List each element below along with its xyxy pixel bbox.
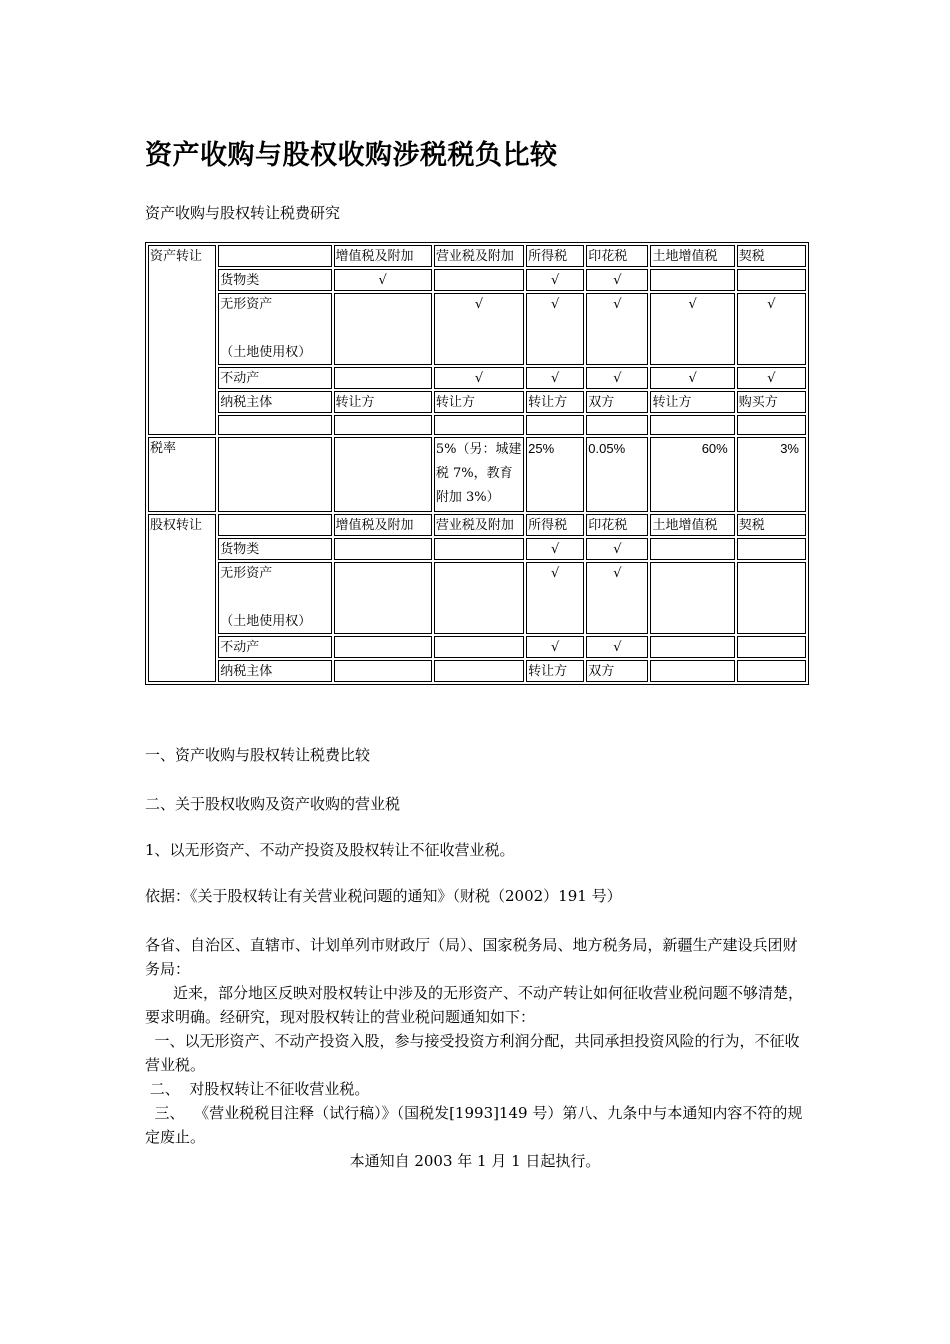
check-mark: √ bbox=[586, 636, 648, 658]
section-label-rate: 税率 bbox=[148, 437, 216, 512]
check-mark: √ bbox=[526, 367, 584, 389]
table-cell bbox=[218, 245, 331, 267]
table-cell bbox=[737, 269, 806, 291]
table-cell bbox=[434, 636, 524, 658]
table-cell bbox=[334, 636, 432, 658]
table-cell bbox=[434, 562, 524, 634]
notice-item-1: 一、以无形资产、不动产投资入股，参与接受投资方利润分配，共同承担投资风险的行为，不征收营业税。 bbox=[145, 1032, 800, 1074]
table-cell bbox=[737, 636, 806, 658]
table-row bbox=[148, 636, 806, 658]
header-vat: 增值税及附加 bbox=[334, 514, 432, 536]
check-mark: √ bbox=[650, 293, 734, 365]
header-business-tax: 营业税及附加 bbox=[434, 514, 524, 536]
row-label-intangible bbox=[218, 562, 331, 634]
check-mark: √ bbox=[434, 367, 524, 389]
table-cell bbox=[650, 562, 734, 634]
header-income-tax: 所得税 bbox=[526, 514, 584, 536]
table-cell bbox=[218, 437, 331, 512]
table-cell bbox=[737, 562, 806, 634]
rate-business-tax: 5%（另：城建税 7%，教育附加 3%） bbox=[434, 437, 524, 512]
check-mark: √ bbox=[586, 562, 648, 634]
table-cell bbox=[586, 415, 648, 435]
table-cell bbox=[434, 660, 524, 682]
table-cell bbox=[434, 415, 524, 435]
table-cell bbox=[218, 415, 331, 435]
header-stamp-tax: 印花税 bbox=[586, 514, 648, 536]
table-cell bbox=[334, 538, 432, 560]
row-label-realestate: 不动产 bbox=[218, 367, 331, 389]
row-label-taxpayer: 纳税主体 bbox=[218, 660, 331, 682]
notice-body bbox=[145, 933, 805, 1173]
table-row bbox=[148, 293, 806, 365]
header-business-tax: 营业税及附加 bbox=[434, 245, 524, 267]
check-mark: √ bbox=[586, 367, 648, 389]
check-mark: √ bbox=[586, 538, 648, 560]
table-row bbox=[148, 514, 806, 536]
section-heading-2: 二、关于股权收购及资产收购的营业税 bbox=[145, 795, 401, 813]
table-row bbox=[148, 367, 806, 389]
taxpayer-value: 购买方 bbox=[737, 391, 806, 413]
notice-item-3: 三、 《营业税税目注释（试行稿）》（国税发[1993]149 号）第八、九条中与本通知内容不符的规定废止。 bbox=[145, 1104, 803, 1146]
section-heading-1: 一、资产收购与股权转让税费比较 bbox=[145, 746, 371, 764]
check-mark: √ bbox=[586, 293, 648, 365]
table-cell bbox=[334, 367, 432, 389]
table-cell bbox=[650, 415, 734, 435]
table-row bbox=[148, 269, 806, 291]
table-row bbox=[148, 415, 806, 435]
table-row bbox=[148, 660, 806, 682]
section-label-equity: 股权转让 bbox=[148, 514, 216, 682]
taxpayer-value: 转让方 bbox=[526, 660, 584, 682]
table-cell bbox=[334, 415, 432, 435]
check-mark: √ bbox=[737, 367, 806, 389]
table-cell bbox=[334, 562, 432, 634]
table-row bbox=[148, 538, 806, 560]
table-cell bbox=[334, 437, 432, 512]
table-row bbox=[148, 391, 806, 413]
check-mark: √ bbox=[650, 367, 734, 389]
check-mark: √ bbox=[526, 538, 584, 560]
header-income-tax: 所得税 bbox=[526, 245, 584, 267]
taxpayer-value: 转让方 bbox=[526, 391, 584, 413]
table-cell bbox=[434, 269, 524, 291]
rate-stamp-tax: 0.05% bbox=[586, 437, 648, 512]
table-cell bbox=[650, 660, 734, 682]
row-label-goods: 货物类 bbox=[218, 538, 331, 560]
row-label-realestate: 不动产 bbox=[218, 636, 331, 658]
notice-item-2: 二、 对股权转让不征收营业税。 bbox=[145, 1080, 370, 1098]
check-mark: √ bbox=[526, 293, 584, 365]
check-mark: √ bbox=[334, 269, 432, 291]
header-land-vat: 土地增值税 bbox=[650, 245, 734, 267]
table-cell bbox=[650, 269, 734, 291]
table-cell bbox=[334, 293, 432, 365]
page-title: 资产收购与股权收购涉税税负比较 bbox=[145, 140, 558, 171]
table-cell bbox=[737, 538, 806, 560]
table-row bbox=[148, 562, 806, 634]
table-row bbox=[148, 245, 806, 267]
section-label-asset: 资产转让 bbox=[148, 245, 216, 435]
notice-paragraph: 近来，部分地区反映对股权转让中涉及的无形资产、不动产转让如何征收营业税问题不够清楚，要求明确。经研究，现对股权转让的营业税问题通知如下： bbox=[145, 984, 804, 1026]
table-cell bbox=[334, 660, 432, 682]
rate-deed-tax: 3% bbox=[737, 437, 806, 512]
intangible-note: （土地使用权） bbox=[220, 345, 312, 360]
subtitle: 资产收购与股权转让税费研究 bbox=[145, 204, 341, 222]
intangible-note: （土地使用权） bbox=[220, 614, 312, 629]
check-mark: √ bbox=[434, 293, 524, 365]
table-cell bbox=[737, 660, 806, 682]
header-deed-tax: 契税 bbox=[737, 514, 806, 536]
table-cell bbox=[218, 514, 331, 536]
section-item-1: 1、以无形资产、不动产投资及股权转让不征收营业税。 bbox=[145, 841, 515, 859]
table-cell bbox=[650, 636, 734, 658]
notice-effective-date: 本通知自 2003 年 1 月 1 日起执行。 bbox=[349, 1152, 601, 1170]
taxpayer-value: 双方 bbox=[586, 391, 648, 413]
header-deed-tax: 契税 bbox=[737, 245, 806, 267]
row-label-goods: 货物类 bbox=[218, 269, 331, 291]
taxpayer-value: 转让方 bbox=[434, 391, 524, 413]
header-stamp-tax: 印花税 bbox=[586, 245, 648, 267]
basis-line: 依据：《关于股权转让有关营业税问题的通知》（财税（2002）191 号） bbox=[145, 887, 622, 905]
row-label-intangible bbox=[218, 293, 331, 365]
taxpayer-value: 转让方 bbox=[650, 391, 734, 413]
table-cell bbox=[737, 415, 806, 435]
row-label-taxpayer: 纳税主体 bbox=[218, 391, 331, 413]
taxpayer-value: 双方 bbox=[586, 660, 648, 682]
check-mark: √ bbox=[737, 293, 806, 365]
header-vat: 增值税及附加 bbox=[334, 245, 432, 267]
header-land-vat: 土地增值税 bbox=[650, 514, 734, 536]
table-row bbox=[148, 437, 806, 512]
check-mark: √ bbox=[526, 636, 584, 658]
table-cell bbox=[434, 538, 524, 560]
table-cell bbox=[526, 415, 584, 435]
check-mark: √ bbox=[586, 269, 648, 291]
intangible-label: 无形资产 bbox=[220, 566, 273, 581]
taxpayer-value: 转让方 bbox=[334, 391, 432, 413]
notice-addressee: 各省、自治区、直辖市、计划单列市财政厅（局）、国家税务局、地方税务局，新疆生产建设兵团财务局： bbox=[145, 936, 798, 978]
table-cell bbox=[650, 538, 734, 560]
tax-comparison-table bbox=[145, 242, 809, 685]
check-mark: √ bbox=[526, 562, 584, 634]
intangible-label: 无形资产 bbox=[220, 297, 273, 312]
check-mark: √ bbox=[526, 269, 584, 291]
rate-land-vat: 60% bbox=[650, 437, 734, 512]
rate-income-tax: 25% bbox=[526, 437, 584, 512]
